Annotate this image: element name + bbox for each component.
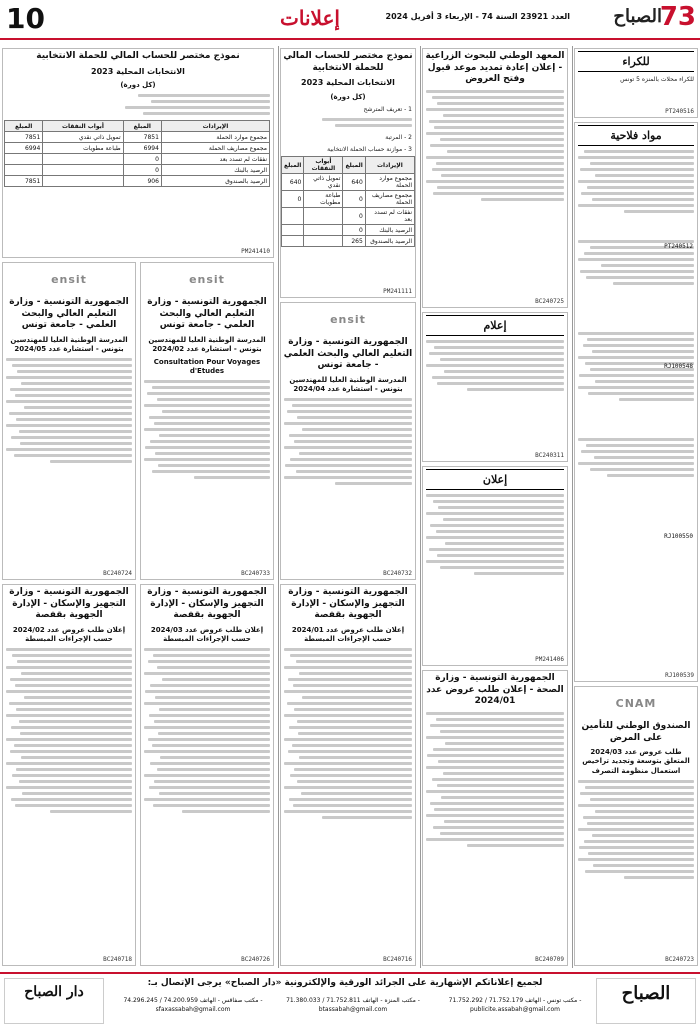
campaign-item: 2 - المرتبة — [385, 133, 412, 141]
newspaper-logo — [576, 2, 696, 36]
agri-ad — [574, 122, 698, 682]
ad-code: PM241406 — [535, 656, 564, 663]
page-number: 10 — [6, 2, 45, 35]
notice-ad — [422, 312, 568, 462]
table-cell: مجموع مصاريف الحملة — [161, 143, 269, 154]
campaign-lines — [281, 116, 415, 132]
rental-heading: للكراء — [578, 51, 694, 72]
table-row — [5, 154, 270, 165]
campaign-title: نموذج مختصر للحساب المالي للحملة الانتخابية — [36, 51, 240, 61]
table-cell: 0 — [123, 165, 161, 176]
ensit-logo: ensit — [189, 272, 225, 286]
campaign-account-ad — [280, 48, 416, 298]
issue-line: العدد 23921 السنة 74 - الإربعاء 3 أفريل 2024 — [385, 12, 570, 21]
table-row — [5, 143, 270, 154]
equipment-body — [281, 646, 415, 824]
footer-logo-left: دار الصباح — [4, 978, 104, 1024]
table-cell: 6994 — [123, 143, 161, 154]
announcement-ad — [422, 466, 568, 666]
page-header — [0, 0, 700, 40]
table-total: 7851 — [5, 176, 43, 187]
campaign-round: (كل دورة) — [330, 92, 366, 101]
table-row — [5, 165, 270, 176]
equipment-title: الجمهورية التونسية - وزارة التجهيز والإسكان - الإدارة الجهوية بقفصة — [288, 587, 408, 621]
campaign-round: (كل دورة) — [120, 81, 156, 90]
table-cell: 0 — [282, 191, 304, 208]
notice-body — [423, 338, 567, 396]
ad-code: PT240512 — [664, 243, 693, 250]
table-header: أبواب النفقات — [304, 157, 343, 174]
equipment-ad-2 — [140, 584, 274, 966]
ad-code: BC240726 — [241, 956, 270, 963]
table-header: المبلغ — [343, 157, 365, 174]
table-header: المبلغ — [5, 121, 43, 132]
ad-code: PT240516 — [665, 108, 694, 115]
ensit-ad-1 — [280, 302, 416, 580]
equipment-subtitle: إعلان طلب عروض عدد 2024/03 حسب الإجراءات المبسطة — [150, 626, 264, 644]
campaign-title: نموذج مختصر للحساب المالي للحملة الانتخابية — [283, 51, 413, 73]
ensit-logo: ensit — [330, 312, 366, 326]
table-header: الإيرادات — [161, 121, 269, 132]
equipment-subtitle: إعلان طلب عروض عدد 2024/02 حسب الإجراءات المبسطة — [12, 626, 126, 644]
ensit-body — [281, 396, 415, 490]
health-title: الجمهورية التونسية - وزارة الصحة - إعلان طلب عروض عدد 2024/01 — [426, 673, 564, 707]
cnam-logo: CNAM — [615, 696, 657, 710]
ensit-title: الجمهورية التونسية - وزارة التعليم العالي والبحث العلمي - جامعة تونس — [283, 337, 413, 371]
column-classifieds — [572, 46, 700, 968]
agri-body — [575, 148, 697, 218]
ad-code: BC240716 — [383, 956, 412, 963]
ad-code: BC240724 — [103, 570, 132, 577]
table-row — [282, 208, 415, 225]
agri-heading: مواد فلاحية — [578, 125, 694, 146]
ad-code: RJ100550 — [664, 533, 693, 540]
agri-body-4 — [575, 436, 697, 482]
footer-contact-menzah: مكتب المنزه - الهاتف 71.752.811 / 71.380.033 - btassabah@gmail.com — [286, 997, 420, 1013]
equipment-title: الجمهورية التونسية - وزارة التجهيز والإسكان - الإدارة الجهوية بقفصة — [147, 587, 267, 621]
table-cell: طباعة مطويات — [304, 191, 343, 208]
table-row — [282, 225, 415, 236]
campaign-item: 1 - تعريف المترشح — [363, 105, 412, 113]
logo-number: 73 — [659, 2, 696, 32]
column-tenders-b — [278, 46, 418, 968]
table-cell: تمويل ذاتي نقدي — [304, 174, 343, 191]
table-cell: 265 — [343, 236, 365, 247]
table-cell: الرصيد بالصندوق — [161, 176, 269, 187]
campaign-subtitle: الانتخابات المحلية 2023 — [91, 66, 185, 76]
ensit-body — [3, 356, 135, 468]
cnam-body — [575, 778, 697, 884]
campaign-subtitle: الانتخابات المحلية 2023 — [301, 78, 395, 88]
ensit-title: الجمهورية التونسية - وزارة التعليم العالي والبحث العلمي - جامعة تونس — [147, 297, 267, 331]
table-cell: 0 — [343, 208, 365, 225]
cnam-title: الصندوق الوطني للتأمين على المرض — [581, 721, 691, 743]
equipment-ad-1 — [280, 584, 416, 966]
ensit-subtitle: المدرسة الوطنية العليا للمهندسين بتونس - استشارة عدد 2024/05 — [10, 336, 128, 354]
table-cell: 0 — [123, 154, 161, 165]
table-header: المبلغ — [123, 121, 161, 132]
health-ad — [422, 670, 568, 966]
table-row — [282, 191, 415, 208]
table-cell: الرصيد بالصندوق — [365, 236, 414, 247]
ad-code: RJ100539 — [665, 672, 694, 679]
ensit-logo: ensit — [51, 272, 87, 286]
notice-heading: إعلام — [426, 315, 564, 336]
table-cell: 640 — [282, 174, 304, 191]
announcement-body — [423, 492, 567, 580]
campaign-table — [281, 156, 415, 247]
footer-contact-tunis: مكتب تونس - الهاتف 71.752.179 / 71.752.292 - publicite.assabah@gmail.com — [448, 997, 582, 1013]
equipment-subtitle: إعلان طلب عروض عدد 2024/01 حسب الإجراءات المبسطة — [291, 626, 405, 644]
table-header: الإيرادات — [365, 157, 414, 174]
table-cell: 906 — [123, 176, 161, 187]
ad-code: BC240733 — [241, 570, 270, 577]
logo-text: الصباح — [613, 6, 662, 27]
table-row — [5, 132, 270, 143]
table-cell: مجموع موارد الحملة — [365, 174, 414, 191]
ensit-subtitle: المدرسة الوطنية العليا للمهندسين بتونس - استشارة عدد 2024/04 — [289, 376, 407, 394]
cnam-subtitle: طلب عروض عدد 2024/03 المتعلق بتوسعة وتجديد تراخيص استعمال منظومة التصرف — [582, 748, 690, 775]
ad-code: BC240732 — [383, 570, 412, 577]
table-cell: 6994 — [5, 143, 43, 154]
column-tenders-a — [420, 46, 570, 968]
inra-ad — [422, 48, 568, 308]
campaign-table — [4, 120, 270, 187]
footer-title: لجميع إعلاناتكم الإشهارية على الجرائد الورقية والإلكترونية «دار الصباح» يرجى الإتصال بـ: — [147, 978, 543, 988]
table-cell: نفقات لم تسدد بعد — [161, 154, 269, 165]
ad-code: RJ100548 — [664, 363, 693, 370]
ensit-ad-3 — [2, 262, 136, 580]
section-title: إعلانات — [280, 6, 340, 30]
table-cell: مجموع مصاريف الحملة — [365, 191, 414, 208]
table-cell: 0 — [343, 225, 365, 236]
equipment-ad-3 — [2, 584, 136, 966]
footer-contact-sfax: مكتب صفاقس - الهاتف 74.200.959 / 74.296.245 - sfaxassabah@gmail.com — [123, 997, 263, 1013]
equipment-body — [3, 646, 135, 818]
table-cell: الرصيد بالبنك — [365, 225, 414, 236]
ad-code: PM241111 — [383, 288, 412, 295]
table-cell: 0 — [343, 191, 365, 208]
equipment-title: الجمهورية التونسية - وزارة التجهيز والإسكان - الإدارة الجهوية بقفصة — [9, 587, 129, 621]
inra-title: المعهد الوطني للبحوث الزراعية - إعلان إعادة تمديد موعد قبول وفتح العروض — [425, 51, 565, 85]
table-cell: 640 — [343, 174, 365, 191]
table-cell: مجموع موارد الحملة — [161, 132, 269, 143]
footer-logo-right: الصباح — [596, 978, 696, 1024]
ad-code: BC240725 — [535, 298, 564, 305]
table-cell: 7851 — [123, 132, 161, 143]
table-header: المبلغ — [282, 157, 304, 174]
table-cell: طباعة مطويات — [43, 143, 123, 154]
ad-code: BC240709 — [535, 956, 564, 963]
health-body — [423, 710, 567, 852]
table-row — [5, 176, 270, 187]
table-cell: الرصيد بالبنك — [161, 165, 269, 176]
ad-code: BC240718 — [103, 956, 132, 963]
page-footer — [0, 972, 700, 1030]
campaign-account-ad-2 — [2, 48, 274, 258]
ensit-ad-2 — [140, 262, 274, 580]
equipment-body — [141, 646, 273, 818]
ensit-extra: Consultation Pour Voyages d'Etudes — [153, 358, 261, 376]
table-row — [282, 236, 415, 247]
ad-code: PM241410 — [241, 248, 270, 255]
campaign-item: 3 - موازنة حساب الحملة الانتخابية — [327, 146, 412, 154]
ad-code: BC240723 — [665, 956, 694, 963]
ensit-subtitle: المدرسة الوطنية العليا للمهندسين بتونس - استشارة عدد 2024/02 — [148, 336, 266, 354]
table-cell: نفقات لم تسدد بعد — [365, 208, 414, 225]
rental-text: للكراء محلات بالمنزه 5 تونس — [620, 76, 694, 83]
ad-code: BC240311 — [535, 452, 564, 459]
rental-ad — [574, 48, 698, 118]
cnam-ad — [574, 686, 698, 966]
table-header: أبواب النفقات — [43, 121, 123, 132]
table-row — [282, 174, 415, 191]
inra-body — [423, 88, 567, 206]
column-tenders-c — [0, 46, 276, 968]
ensit-body — [141, 378, 273, 484]
table-cell: 7851 — [5, 132, 43, 143]
ensit-title: الجمهورية التونسية - وزارة التعليم العالي والبحث العلمي - جامعة تونس — [9, 297, 129, 331]
table-cell: تمويل ذاتي نقدي — [43, 132, 123, 143]
announcement-heading: إعلان — [426, 469, 564, 490]
campaign-lines — [3, 92, 273, 120]
